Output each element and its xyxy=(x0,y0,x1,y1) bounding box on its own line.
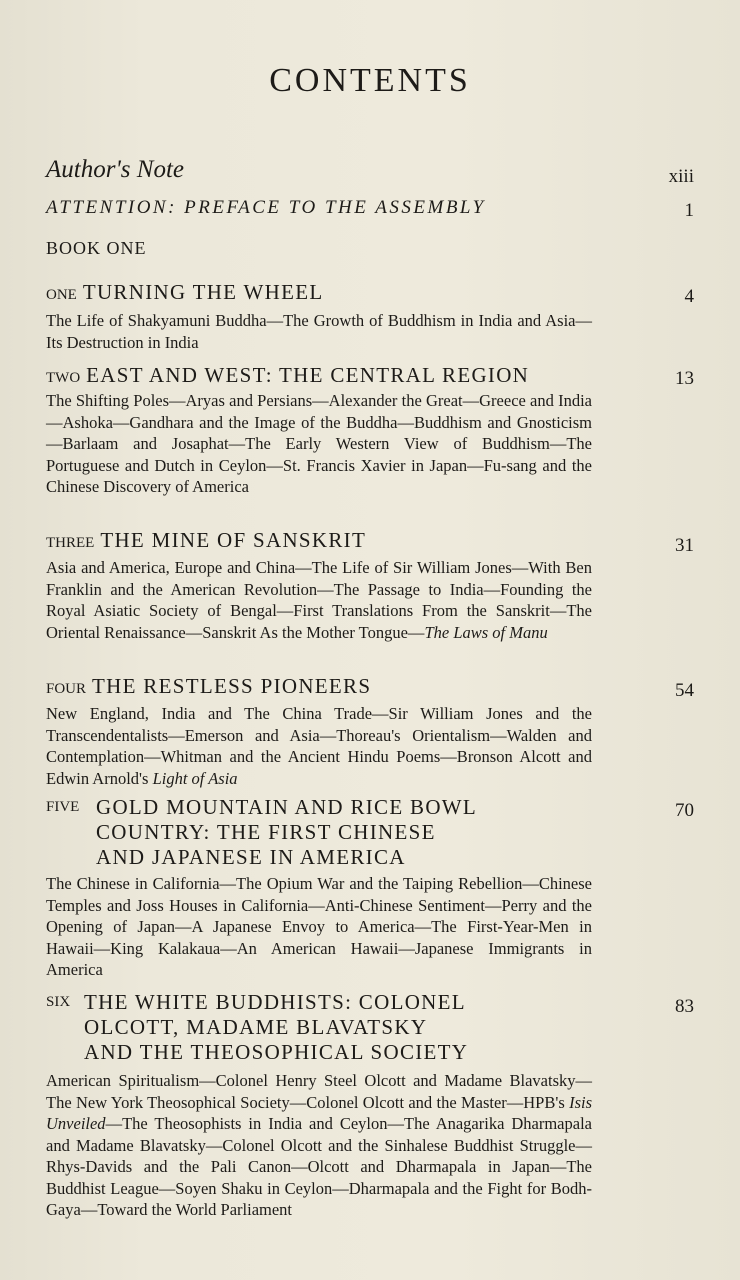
authors-note-page: xiii xyxy=(668,166,694,187)
chapter-three-page: 31 xyxy=(675,535,694,556)
chapter-four-heading[interactable] xyxy=(46,674,696,699)
chapter-four-page: 54 xyxy=(675,680,694,701)
preface-entry[interactable] xyxy=(46,197,696,219)
chapter-title-line-1: THE WHITE BUDDHISTS: COLONEL xyxy=(84,990,466,1014)
chapter-three-heading[interactable] xyxy=(46,528,696,553)
description-italic: Isis Unveiled xyxy=(46,1092,592,1133)
chapter-one-description: The Life of Shakyamuni Buddha—The Growth of Buddhism in India and Asia—Its Destruction in India xyxy=(46,311,592,352)
chapter-four-description xyxy=(46,703,592,789)
chapter-number: ONE xyxy=(46,287,77,303)
chapter-two-heading[interactable] xyxy=(46,363,696,388)
chapter-title-line-2: COUNTRY: THE FIRST CHINESE xyxy=(96,820,436,844)
chapter-title-line-3: AND JAPANESE IN AMERICA xyxy=(96,845,406,869)
chapter-one-page: 4 xyxy=(684,286,694,307)
preface-page: 1 xyxy=(684,200,694,221)
chapter-six-heading[interactable] xyxy=(46,990,606,1070)
description-text: New England, India and The China Trade—Sir William Jones and the Transcendentalists—Emerson and Asia—Thoreau's Orientalism—Walden and Contemplation—Whitman and the Ancient Hindu Poems—Bronson Alcott and Edwin Arnold's xyxy=(46,704,592,788)
chapter-six-page: 83 xyxy=(675,996,694,1017)
chapter-number: FOUR xyxy=(46,681,87,697)
description-italic: Light of Asia xyxy=(152,768,238,788)
chapter-title: THE MINE OF SANSKRIT xyxy=(100,528,367,552)
chapter-number: THREE xyxy=(46,535,95,551)
chapter-three-description xyxy=(46,557,592,643)
preface-label: ATTENTION: PREFACE TO THE ASSEMBLY xyxy=(46,197,486,218)
book-one-heading: BOOK ONE xyxy=(46,238,147,258)
chapter-six-description xyxy=(46,1070,592,1221)
chapter-title: THE RESTLESS PIONEERS xyxy=(92,674,372,698)
chapter-two-page: 13 xyxy=(675,368,694,389)
chapter-title: TURNING THE WHEEL xyxy=(82,280,324,304)
chapter-one-heading[interactable] xyxy=(46,280,696,305)
chapter-two-description: The Shifting Poles—Aryas and Persians—Alexander the Great—Greece and India—Ashoka—Gandhara and the Image of the Buddha—Buddhism and Gnosticism—Barlaam and Josaphat—The Early Western View of Buddhism—The Portuguese and Dutch in Ceylon—St. Francis Xavier in Japan—Fu-sang and the Chinese Discovery of America xyxy=(46,391,592,496)
chapter-number: FIVE xyxy=(46,799,80,815)
chapter-title-line-2: OLCOTT, MADAME BLAVATSKY xyxy=(84,1015,428,1039)
chapter-five-description: The Chinese in California—The Opium War and the Taiping Rebellion—Chinese Temples and Joss Houses in California—Anti-Chinese Sentiment—Perry and the Opening of Japan—A Japanese Envoy to America—The First-Year-Men in Hawaii—King Kalakaua—An American Hawaii—Japanese Immigrants in America xyxy=(46,874,592,979)
chapter-five-heading[interactable] xyxy=(46,795,606,875)
page-title: CONTENTS xyxy=(269,62,471,99)
chapter-title-line-3: AND THE THEOSOPHICAL SOCIETY xyxy=(84,1040,469,1064)
chapter-title-line-1: GOLD MOUNTAIN AND RICE BOWL xyxy=(96,795,478,819)
description-text: American Spiritualism—Colonel Henry Steel Olcott and Madame Blavatsky—The New York Theosophical Society—Colonel Olcott and the Master—HPB's xyxy=(46,1071,592,1112)
chapter-five-page: 70 xyxy=(675,800,694,821)
description-text: Asia and America, Europe and China—The Life of Sir William Jones—With Ben Franklin and the American Revolution—The Passage to India—Founding the Royal Asiatic Society of Bengal—First Translations From the Sanskrit—The Oriental Renaissance—Sanskrit As the Mother Tongue— xyxy=(46,558,592,642)
chapter-title: EAST AND WEST: THE CENTRAL REGION xyxy=(86,363,530,387)
chapter-number: TWO xyxy=(46,370,81,386)
authors-note-label: Author's Note xyxy=(46,156,184,183)
chapter-number: SIX xyxy=(46,994,71,1010)
authors-note-entry[interactable] xyxy=(46,156,696,184)
description-text-continued: —The Theosophists in India and Ceylon—The Anagarika Dharmapala and Madame Blavatsky—Colonel Olcott and the Sinhalese Buddhist Struggle—Rhys-Davids and the Pali Canon—Olcott and Dharmapala in Japan—The Buddhist League—Soyen Shaku in Ceylon—Dharmapala and the Fight for Bodh-Gaya—Toward the World Parliament xyxy=(46,1114,592,1219)
description-italic: The Laws of Manu xyxy=(424,622,548,642)
